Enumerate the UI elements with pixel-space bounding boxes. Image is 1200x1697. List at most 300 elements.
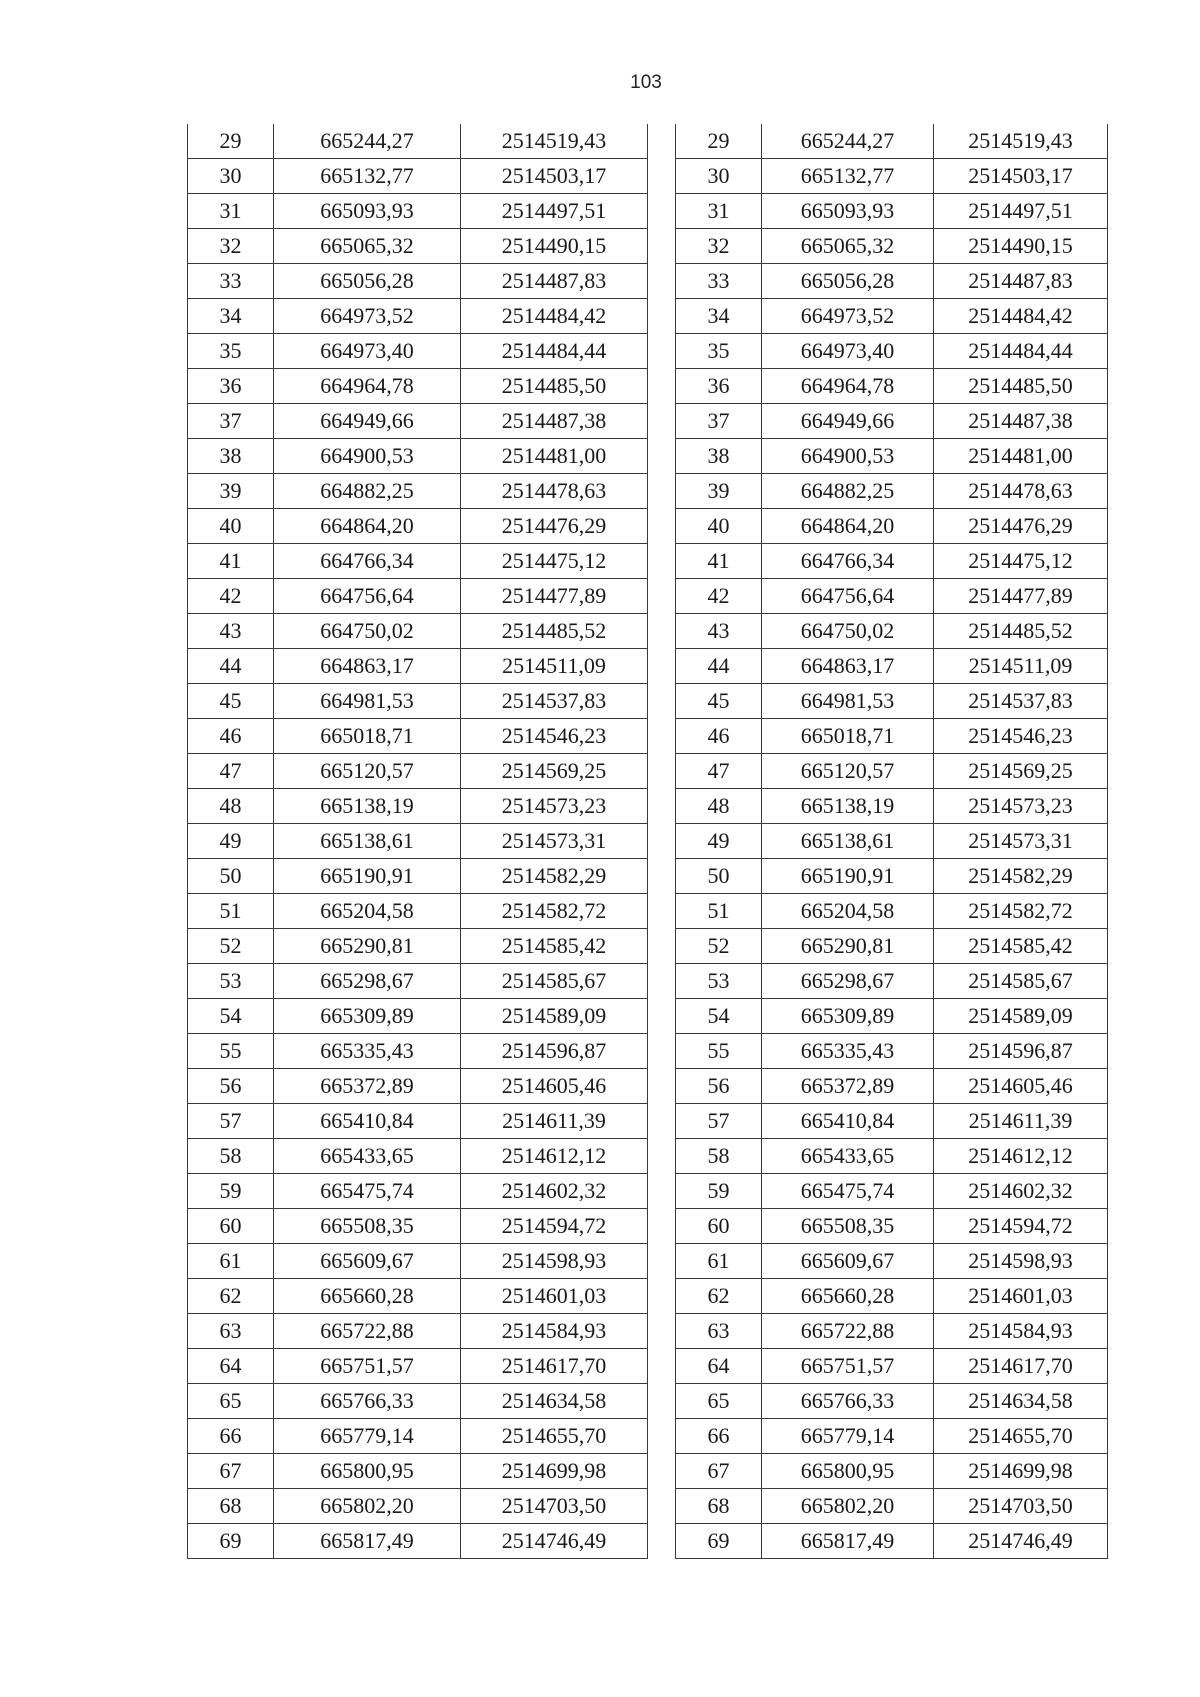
x-coordinate-cell: 665290,81 [762, 929, 934, 964]
point-number-cell: 54 [676, 999, 762, 1034]
x-coordinate-cell: 665244,27 [274, 124, 461, 159]
table-row [188, 1069, 648, 1104]
point-number-cell: 34 [188, 299, 274, 334]
point-number-cell: 54 [188, 999, 274, 1034]
x-coordinate-cell: 665120,57 [762, 754, 934, 789]
table-row [188, 474, 648, 509]
table-row [188, 579, 648, 614]
x-coordinate-cell: 664949,66 [274, 404, 461, 439]
x-coordinate-cell: 665766,33 [274, 1384, 461, 1419]
table-row [676, 824, 1108, 859]
x-coordinate-cell: 665093,93 [762, 194, 934, 229]
table-row [188, 1034, 648, 1069]
x-coordinate-cell: 665298,67 [274, 964, 461, 999]
y-coordinate-cell: 2514612,12 [461, 1139, 648, 1174]
table-row [676, 1384, 1108, 1419]
x-coordinate-cell: 664964,78 [762, 369, 934, 404]
point-number-cell: 55 [676, 1034, 762, 1069]
y-coordinate-cell: 2514511,09 [934, 649, 1108, 684]
y-coordinate-cell: 2514585,67 [461, 964, 648, 999]
y-coordinate-cell: 2514655,70 [461, 1419, 648, 1454]
point-number-cell: 67 [676, 1454, 762, 1489]
y-coordinate-cell: 2514485,50 [934, 369, 1108, 404]
x-coordinate-cell: 664864,20 [762, 509, 934, 544]
table-row [188, 299, 648, 334]
point-number-cell: 68 [188, 1489, 274, 1524]
x-coordinate-cell: 665802,20 [274, 1489, 461, 1524]
y-coordinate-cell: 2514519,43 [461, 124, 648, 159]
point-number-cell: 48 [676, 789, 762, 824]
y-coordinate-cell: 2514573,31 [461, 824, 648, 859]
table-row [676, 474, 1108, 509]
y-coordinate-cell: 2514703,50 [934, 1489, 1108, 1524]
point-number-cell: 35 [676, 334, 762, 369]
point-number-cell: 38 [676, 439, 762, 474]
x-coordinate-cell: 665335,43 [274, 1034, 461, 1069]
table-row [676, 894, 1108, 929]
point-number-cell: 38 [188, 439, 274, 474]
point-number-cell: 47 [676, 754, 762, 789]
y-coordinate-cell: 2514484,44 [934, 334, 1108, 369]
x-coordinate-cell: 665508,35 [274, 1209, 461, 1244]
point-number-cell: 33 [676, 264, 762, 299]
x-coordinate-cell: 664981,53 [274, 684, 461, 719]
point-number-cell: 51 [676, 894, 762, 929]
x-coordinate-cell: 665433,65 [762, 1139, 934, 1174]
point-number-cell: 46 [676, 719, 762, 754]
point-number-cell: 41 [676, 544, 762, 579]
point-number-cell: 48 [188, 789, 274, 824]
x-coordinate-cell: 665244,27 [762, 124, 934, 159]
point-number-cell: 64 [676, 1349, 762, 1384]
table-row [188, 1209, 648, 1244]
y-coordinate-cell: 2514485,52 [934, 614, 1108, 649]
table-row [676, 1174, 1108, 1209]
x-coordinate-cell: 665204,58 [762, 894, 934, 929]
y-coordinate-cell: 2514634,58 [934, 1384, 1108, 1419]
y-coordinate-cell: 2514477,89 [461, 579, 648, 614]
table-row [676, 1069, 1108, 1104]
x-coordinate-cell: 665779,14 [762, 1419, 934, 1454]
y-coordinate-cell: 2514582,29 [461, 859, 648, 894]
x-coordinate-cell: 665190,91 [762, 859, 934, 894]
x-coordinate-cell: 665309,89 [274, 999, 461, 1034]
table-row [188, 1524, 648, 1559]
table-row [188, 229, 648, 264]
table-row [188, 859, 648, 894]
table-row [188, 1279, 648, 1314]
x-coordinate-cell: 664900,53 [762, 439, 934, 474]
x-coordinate-cell: 665800,95 [274, 1454, 461, 1489]
x-coordinate-cell: 665138,61 [274, 824, 461, 859]
x-coordinate-cell: 664949,66 [762, 404, 934, 439]
table-row [188, 789, 648, 824]
y-coordinate-cell: 2514617,70 [461, 1349, 648, 1384]
point-number-cell: 69 [676, 1524, 762, 1559]
table-row [188, 1244, 648, 1279]
x-coordinate-cell: 665410,84 [762, 1104, 934, 1139]
x-coordinate-cell: 664973,52 [762, 299, 934, 334]
point-number-cell: 45 [188, 684, 274, 719]
x-coordinate-cell: 665722,88 [762, 1314, 934, 1349]
y-coordinate-cell: 2514699,98 [934, 1454, 1108, 1489]
x-coordinate-cell: 665508,35 [762, 1209, 934, 1244]
point-number-cell: 39 [676, 474, 762, 509]
x-coordinate-cell: 664766,34 [762, 544, 934, 579]
x-coordinate-cell: 665433,65 [274, 1139, 461, 1174]
y-coordinate-cell: 2514487,83 [934, 264, 1108, 299]
point-number-cell: 31 [188, 194, 274, 229]
table-row [676, 964, 1108, 999]
table-row [188, 1454, 648, 1489]
table-row [188, 159, 648, 194]
point-number-cell: 50 [188, 859, 274, 894]
y-coordinate-cell: 2514585,42 [461, 929, 648, 964]
x-coordinate-cell: 665138,61 [762, 824, 934, 859]
y-coordinate-cell: 2514598,93 [461, 1244, 648, 1279]
table-row [676, 684, 1108, 719]
x-coordinate-cell: 664900,53 [274, 439, 461, 474]
table-row [188, 369, 648, 404]
y-coordinate-cell: 2514573,23 [461, 789, 648, 824]
table-row [676, 509, 1108, 544]
x-coordinate-cell: 665298,67 [762, 964, 934, 999]
table-row [188, 1384, 648, 1419]
x-coordinate-cell: 664766,34 [274, 544, 461, 579]
table-row [188, 999, 648, 1034]
y-coordinate-cell: 2514487,38 [934, 404, 1108, 439]
coordinates-table-left-body [188, 124, 648, 1559]
y-coordinate-cell: 2514601,03 [934, 1279, 1108, 1314]
point-number-cell: 31 [676, 194, 762, 229]
point-number-cell: 35 [188, 334, 274, 369]
table-row [676, 159, 1108, 194]
point-number-cell: 32 [188, 229, 274, 264]
table-row [676, 544, 1108, 579]
y-coordinate-cell: 2514477,89 [934, 579, 1108, 614]
y-coordinate-cell: 2514511,09 [461, 649, 648, 684]
x-coordinate-cell: 665132,77 [274, 159, 461, 194]
y-coordinate-cell: 2514503,17 [934, 159, 1108, 194]
table-row [676, 369, 1108, 404]
coordinates-table-right [675, 124, 1108, 1559]
table-row [676, 229, 1108, 264]
table-row [676, 999, 1108, 1034]
point-number-cell: 51 [188, 894, 274, 929]
point-number-cell: 56 [188, 1069, 274, 1104]
table-row [676, 1104, 1108, 1139]
point-number-cell: 64 [188, 1349, 274, 1384]
point-number-cell: 42 [188, 579, 274, 614]
point-number-cell: 44 [188, 649, 274, 684]
point-number-cell: 50 [676, 859, 762, 894]
point-number-cell: 53 [676, 964, 762, 999]
point-number-cell: 61 [676, 1244, 762, 1279]
x-coordinate-cell: 665372,89 [274, 1069, 461, 1104]
y-coordinate-cell: 2514605,46 [461, 1069, 648, 1104]
x-coordinate-cell: 664882,25 [762, 474, 934, 509]
point-number-cell: 30 [188, 159, 274, 194]
point-number-cell: 37 [188, 404, 274, 439]
point-number-cell: 33 [188, 264, 274, 299]
x-coordinate-cell: 665056,28 [762, 264, 934, 299]
y-coordinate-cell: 2514475,12 [934, 544, 1108, 579]
x-coordinate-cell: 665475,74 [762, 1174, 934, 1209]
point-number-cell: 59 [188, 1174, 274, 1209]
table-row [188, 964, 648, 999]
point-number-cell: 45 [676, 684, 762, 719]
y-coordinate-cell: 2514605,46 [934, 1069, 1108, 1104]
point-number-cell: 57 [676, 1104, 762, 1139]
x-coordinate-cell: 665335,43 [762, 1034, 934, 1069]
y-coordinate-cell: 2514485,50 [461, 369, 648, 404]
table-row [188, 1314, 648, 1349]
table-row [676, 859, 1108, 894]
table-row [188, 1139, 648, 1174]
point-number-cell: 46 [188, 719, 274, 754]
y-coordinate-cell: 2514596,87 [934, 1034, 1108, 1069]
x-coordinate-cell: 664882,25 [274, 474, 461, 509]
x-coordinate-cell: 665660,28 [762, 1279, 934, 1314]
table-row [676, 1244, 1108, 1279]
x-coordinate-cell: 665372,89 [762, 1069, 934, 1104]
x-coordinate-cell: 665802,20 [762, 1489, 934, 1524]
point-number-cell: 49 [188, 824, 274, 859]
x-coordinate-cell: 665056,28 [274, 264, 461, 299]
table-row [188, 1419, 648, 1454]
y-coordinate-cell: 2514573,23 [934, 789, 1108, 824]
x-coordinate-cell: 664981,53 [762, 684, 934, 719]
x-coordinate-cell: 665138,19 [274, 789, 461, 824]
x-coordinate-cell: 665093,93 [274, 194, 461, 229]
y-coordinate-cell: 2514596,87 [461, 1034, 648, 1069]
y-coordinate-cell: 2514602,32 [934, 1174, 1108, 1209]
table-row [676, 1314, 1108, 1349]
y-coordinate-cell: 2514487,38 [461, 404, 648, 439]
point-number-cell: 52 [676, 929, 762, 964]
point-number-cell: 58 [188, 1139, 274, 1174]
table-row [676, 1034, 1108, 1069]
y-coordinate-cell: 2514546,23 [934, 719, 1108, 754]
y-coordinate-cell: 2514475,12 [461, 544, 648, 579]
table-row [676, 789, 1108, 824]
y-coordinate-cell: 2514497,51 [934, 194, 1108, 229]
y-coordinate-cell: 2514655,70 [934, 1419, 1108, 1454]
y-coordinate-cell: 2514598,93 [934, 1244, 1108, 1279]
x-coordinate-cell: 664973,40 [762, 334, 934, 369]
table-row [188, 404, 648, 439]
point-number-cell: 57 [188, 1104, 274, 1139]
table-row [188, 1174, 648, 1209]
point-number-cell: 65 [188, 1384, 274, 1419]
y-coordinate-cell: 2514537,83 [461, 684, 648, 719]
y-coordinate-cell: 2514601,03 [461, 1279, 648, 1314]
y-coordinate-cell: 2514476,29 [934, 509, 1108, 544]
point-number-cell: 62 [676, 1279, 762, 1314]
point-number-cell: 69 [188, 1524, 274, 1559]
x-coordinate-cell: 665609,67 [274, 1244, 461, 1279]
y-coordinate-cell: 2514589,09 [934, 999, 1108, 1034]
x-coordinate-cell: 665751,57 [274, 1349, 461, 1384]
point-number-cell: 36 [676, 369, 762, 404]
table-row [188, 264, 648, 299]
point-number-cell: 65 [676, 1384, 762, 1419]
y-coordinate-cell: 2514582,29 [934, 859, 1108, 894]
point-number-cell: 55 [188, 1034, 274, 1069]
table-row [676, 1139, 1108, 1174]
table-row [676, 929, 1108, 964]
table-row [676, 1524, 1108, 1559]
y-coordinate-cell: 2514611,39 [461, 1104, 648, 1139]
x-coordinate-cell: 665065,32 [762, 229, 934, 264]
point-number-cell: 30 [676, 159, 762, 194]
x-coordinate-cell: 665817,49 [762, 1524, 934, 1559]
y-coordinate-cell: 2514594,72 [461, 1209, 648, 1244]
y-coordinate-cell: 2514582,72 [934, 894, 1108, 929]
y-coordinate-cell: 2514612,12 [934, 1139, 1108, 1174]
y-coordinate-cell: 2514485,52 [461, 614, 648, 649]
table-row [188, 684, 648, 719]
table-row [188, 719, 648, 754]
x-coordinate-cell: 664973,40 [274, 334, 461, 369]
table-row [676, 404, 1108, 439]
point-number-cell: 43 [188, 614, 274, 649]
y-coordinate-cell: 2514584,93 [461, 1314, 648, 1349]
y-coordinate-cell: 2514490,15 [461, 229, 648, 264]
y-coordinate-cell: 2514746,49 [461, 1524, 648, 1559]
x-coordinate-cell: 665410,84 [274, 1104, 461, 1139]
y-coordinate-cell: 2514585,67 [934, 964, 1108, 999]
y-coordinate-cell: 2514617,70 [934, 1349, 1108, 1384]
point-number-cell: 49 [676, 824, 762, 859]
point-number-cell: 40 [188, 509, 274, 544]
point-number-cell: 63 [676, 1314, 762, 1349]
table-row [676, 1209, 1108, 1244]
point-number-cell: 58 [676, 1139, 762, 1174]
y-coordinate-cell: 2514569,25 [461, 754, 648, 789]
point-number-cell: 47 [188, 754, 274, 789]
y-coordinate-cell: 2514699,98 [461, 1454, 648, 1489]
table-row [676, 1419, 1108, 1454]
y-coordinate-cell: 2514546,23 [461, 719, 648, 754]
table-row [676, 719, 1108, 754]
table-row [188, 439, 648, 474]
x-coordinate-cell: 665290,81 [274, 929, 461, 964]
y-coordinate-cell: 2514481,00 [934, 439, 1108, 474]
table-row [676, 264, 1108, 299]
y-coordinate-cell: 2514484,44 [461, 334, 648, 369]
table-row [188, 509, 648, 544]
x-coordinate-cell: 664863,17 [274, 649, 461, 684]
table-row [676, 194, 1108, 229]
y-coordinate-cell: 2514487,83 [461, 264, 648, 299]
table-row [676, 614, 1108, 649]
point-number-cell: 40 [676, 509, 762, 544]
point-number-cell: 53 [188, 964, 274, 999]
point-number-cell: 60 [188, 1209, 274, 1244]
x-coordinate-cell: 665817,49 [274, 1524, 461, 1559]
table-row [676, 1279, 1108, 1314]
point-number-cell: 56 [676, 1069, 762, 1104]
point-number-cell: 32 [676, 229, 762, 264]
y-coordinate-cell: 2514584,93 [934, 1314, 1108, 1349]
point-number-cell: 41 [188, 544, 274, 579]
table-row [676, 299, 1108, 334]
y-coordinate-cell: 2514703,50 [461, 1489, 648, 1524]
x-coordinate-cell: 665779,14 [274, 1419, 461, 1454]
point-number-cell: 63 [188, 1314, 274, 1349]
table-row [676, 1489, 1108, 1524]
point-number-cell: 61 [188, 1244, 274, 1279]
table-row [676, 439, 1108, 474]
coordinates-table-right-body [676, 124, 1108, 1559]
point-number-cell: 39 [188, 474, 274, 509]
point-number-cell: 29 [188, 124, 274, 159]
y-coordinate-cell: 2514484,42 [461, 299, 648, 334]
point-number-cell: 42 [676, 579, 762, 614]
y-coordinate-cell: 2514602,32 [461, 1174, 648, 1209]
x-coordinate-cell: 664863,17 [762, 649, 934, 684]
point-number-cell: 66 [676, 1419, 762, 1454]
x-coordinate-cell: 665138,19 [762, 789, 934, 824]
y-coordinate-cell: 2514585,42 [934, 929, 1108, 964]
y-coordinate-cell: 2514746,49 [934, 1524, 1108, 1559]
x-coordinate-cell: 665751,57 [762, 1349, 934, 1384]
point-number-cell: 67 [188, 1454, 274, 1489]
point-number-cell: 43 [676, 614, 762, 649]
table-row [188, 824, 648, 859]
y-coordinate-cell: 2514478,63 [461, 474, 648, 509]
coordinates-table-left [187, 124, 648, 1559]
table-row [188, 124, 648, 159]
y-coordinate-cell: 2514589,09 [461, 999, 648, 1034]
x-coordinate-cell: 665800,95 [762, 1454, 934, 1489]
table-row [188, 649, 648, 684]
y-coordinate-cell: 2514573,31 [934, 824, 1108, 859]
x-coordinate-cell: 664756,64 [762, 579, 934, 614]
x-coordinate-cell: 664750,02 [274, 614, 461, 649]
x-coordinate-cell: 665018,71 [274, 719, 461, 754]
x-coordinate-cell: 664973,52 [274, 299, 461, 334]
y-coordinate-cell: 2514478,63 [934, 474, 1108, 509]
table-row [188, 929, 648, 964]
table-row [188, 1104, 648, 1139]
table-row [676, 754, 1108, 789]
y-coordinate-cell: 2514503,17 [461, 159, 648, 194]
y-coordinate-cell: 2514497,51 [461, 194, 648, 229]
y-coordinate-cell: 2514481,00 [461, 439, 648, 474]
x-coordinate-cell: 665018,71 [762, 719, 934, 754]
x-coordinate-cell: 665766,33 [762, 1384, 934, 1419]
y-coordinate-cell: 2514484,42 [934, 299, 1108, 334]
y-coordinate-cell: 2514582,72 [461, 894, 648, 929]
table-row [188, 544, 648, 579]
x-coordinate-cell: 665204,58 [274, 894, 461, 929]
x-coordinate-cell: 664756,64 [274, 579, 461, 614]
table-row [676, 1454, 1108, 1489]
table-row [676, 334, 1108, 369]
point-number-cell: 66 [188, 1419, 274, 1454]
x-coordinate-cell: 665190,91 [274, 859, 461, 894]
table-row [676, 1349, 1108, 1384]
table-row [676, 649, 1108, 684]
page-number: 103 [630, 72, 662, 93]
point-number-cell: 59 [676, 1174, 762, 1209]
x-coordinate-cell: 665660,28 [274, 1279, 461, 1314]
point-number-cell: 44 [676, 649, 762, 684]
y-coordinate-cell: 2514476,29 [461, 509, 648, 544]
point-number-cell: 68 [676, 1489, 762, 1524]
